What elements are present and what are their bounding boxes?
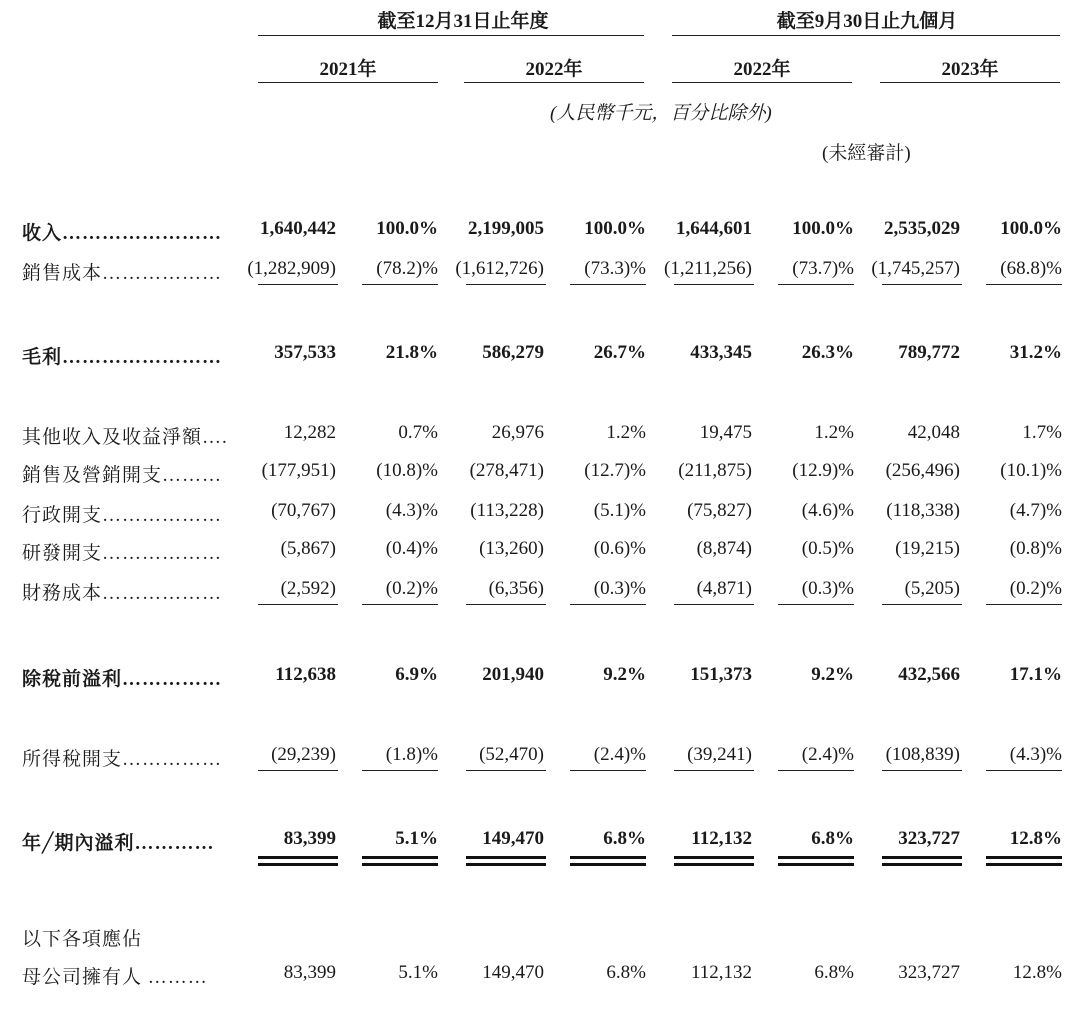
unaudited-note: (未經審計) [822,143,911,164]
cell-2023-9m-pct: (0.2)% [1009,578,1062,599]
cell-2023-9m-pct: (4.3)% [1009,744,1062,765]
cell-2022-9m-amount: (39,241) [687,744,752,765]
cell-2022-9m-pct: (4.6)% [801,500,854,521]
total-double-rule [258,856,338,859]
row-label-rd-expenses: 研發開支……………… [22,543,223,564]
subtotal-rule [362,604,438,605]
cell-2023-9m-pct: (68.8)% [1000,258,1062,279]
cell-2022-9m-amount: 151,373 [690,664,752,685]
cell-2023-9m-amount: (19,215) [895,538,960,559]
cell-2021-pct: (1.8)% [385,744,438,765]
subtotal-rule [570,604,646,605]
total-double-rule [882,863,962,866]
cell-2021-amount: (177,951) [261,460,336,481]
cell-2022-9m-pct: (73.7)% [792,258,854,279]
cell-2021-amount: (29,239) [271,744,336,765]
subtotal-rule [362,770,438,771]
cell-2022-fy-pct: (0.3)% [593,578,646,599]
total-double-rule [778,856,854,859]
cell-2021-pct: (78.2)% [376,258,438,279]
cell-2022-9m-pct: (0.3)% [801,578,854,599]
cell-2022-fy-pct: 6.8% [606,962,646,983]
cell-2023-9m-amount: 323,727 [898,828,960,849]
cell-2023-9m-pct: 12.8% [1012,962,1062,983]
row-label-profit-for-period: 年╱期內溢利………… [22,833,215,854]
cell-2022-9m-pct: (2.4)% [801,744,854,765]
total-double-rule [362,863,438,866]
cell-2023-9m-amount: 432,566 [898,664,960,685]
cell-2023-9m-pct: (4.7)% [1009,500,1062,521]
row-label-other-income: 其他收入及收益淨額…. [22,427,228,448]
subtotal-rule [674,770,754,771]
cell-2021-pct: 5.1% [395,828,438,849]
cell-2022-9m-pct: 9.2% [811,664,854,685]
cell-2021-amount: 1,640,442 [260,218,336,239]
cell-2022-fy-pct: 6.8% [603,828,646,849]
row-label-revenue: 收入…………………… [22,223,223,244]
cell-2021-amount: 12,282 [283,422,336,443]
cell-2021-pct: (10.8)% [376,460,438,481]
subtotal-rule [882,284,962,285]
cell-2022-9m-pct: 6.8% [814,962,854,983]
row-label-finance-costs: 財務成本……………… [22,583,223,604]
header-rule-full-year [258,35,644,36]
cell-2022-fy-pct: (5.1)% [593,500,646,521]
subtotal-rule [466,770,546,771]
cell-2023-9m-amount: (1,745,257) [871,258,960,279]
cell-2022-fy-amount: (6,356) [488,578,544,599]
header-nine-months: 截至9月30日止九個月 [776,11,958,32]
subtotal-rule [986,284,1062,285]
cell-2022-9m-amount: 112,132 [691,828,752,849]
cell-2022-fy-pct: 100.0% [584,218,646,239]
cell-2023-9m-pct: 31.2% [1009,342,1062,363]
subtotal-rule [570,770,646,771]
cell-2023-9m-pct: 17.1% [1009,664,1062,685]
subtotal-rule [674,604,754,605]
cell-2022-fy-amount: (278,471) [469,460,544,481]
year-header-2022-fy: 2022年 [525,59,583,80]
cell-2022-9m-amount: 1,644,601 [676,218,752,239]
cell-2022-9m-pct: (12.9)% [792,460,854,481]
cell-2021-pct: 21.8% [385,342,438,363]
cell-2022-9m-amount: (8,874) [696,538,752,559]
cell-2022-9m-pct: 100.0% [792,218,854,239]
cell-2023-9m-pct: 100.0% [1000,218,1062,239]
row-label-profit-before-tax: 除稅前溢利…………… [22,669,223,690]
cell-2023-9m-pct: 1.7% [1022,422,1062,443]
subtotal-rule [778,770,854,771]
total-double-rule [778,863,854,866]
cell-2022-9m-amount: (4,871) [696,578,752,599]
total-double-rule [466,863,546,866]
total-double-rule [882,856,962,859]
cell-2022-fy-amount: (1,612,726) [455,258,544,279]
cell-2022-fy-pct: 1.2% [606,422,646,443]
cell-2023-9m-amount: 323,727 [898,962,960,983]
cell-2022-fy-amount: (113,228) [470,500,544,521]
total-double-rule [570,856,646,859]
year-rule [880,82,1060,83]
cell-2023-9m-amount: 2,535,029 [884,218,960,239]
row-label-selling-expenses: 銷售及營銷開支……… [22,465,223,486]
year-header-2021: 2021年 [319,59,377,80]
cell-2022-9m-amount: (75,827) [687,500,752,521]
cell-2022-fy-amount: 586,279 [482,342,544,363]
cell-2022-fy-amount: (13,260) [479,538,544,559]
cell-2023-9m-pct: (10.1)% [1000,460,1062,481]
cell-2022-9m-amount: 112,132 [690,962,752,983]
cell-2021-amount: (2,592) [280,578,336,599]
cell-2022-fy-amount: 149,470 [482,962,544,983]
subtotal-rule [778,604,854,605]
row-label-admin-expenses: 行政開支……………… [22,505,223,526]
cell-2023-9m-amount: (5,205) [904,578,960,599]
subtotal-rule [882,604,962,605]
subtotal-rule [258,284,338,285]
row-label-income-tax: 所得稅開支…………… [22,749,223,770]
row-label-owners-of-parent: 母公司擁有人 ……… [22,967,208,988]
cell-2021-pct: 0.7% [398,422,438,443]
subtotal-rule [466,284,546,285]
subtotal-rule [258,604,338,605]
cell-2021-pct: 5.1% [398,962,438,983]
year-rule [258,82,438,83]
total-double-rule [986,856,1062,859]
total-double-rule [986,863,1062,866]
cell-2022-fy-pct: (73.3)% [584,258,646,279]
cell-2023-9m-amount: (108,839) [885,744,960,765]
cell-2022-fy-pct: (2.4)% [593,744,646,765]
cell-2023-9m-amount: 789,772 [898,342,960,363]
year-header-2022-9m: 2022年 [733,59,791,80]
cell-2022-9m-pct: 1.2% [814,422,854,443]
cell-2023-9m-amount: (118,338) [886,500,960,521]
cell-2022-fy-amount: 26,976 [491,422,544,443]
cell-2022-9m-pct: 6.8% [811,828,854,849]
cell-2022-9m-amount: 433,345 [690,342,752,363]
cell-2021-pct: (0.4)% [385,538,438,559]
cell-2023-9m-amount: (256,496) [885,460,960,481]
year-rule [672,82,852,83]
subtotal-rule [986,770,1062,771]
row-label-cost-of-sales: 銷售成本……………… [22,263,223,284]
subtotal-rule [674,284,754,285]
cell-2022-fy-pct: (12.7)% [584,460,646,481]
cell-2022-9m-amount: 19,475 [699,422,752,443]
row-label-gross-profit: 毛利…………………… [22,347,223,368]
header-rule-nine-months [672,35,1060,36]
subtotal-rule [570,284,646,285]
cell-2021-amount: 83,399 [283,962,336,983]
total-double-rule [466,856,546,859]
subtotal-rule [778,284,854,285]
total-double-rule [570,863,646,866]
cell-2021-amount: (1,282,909) [247,258,336,279]
subtotal-rule [466,604,546,605]
cell-2021-amount: (5,867) [280,538,336,559]
cell-2022-9m-pct: 26.3% [801,342,854,363]
cell-2021-pct: (0.2)% [385,578,438,599]
cell-2021-amount: 112,638 [275,664,336,685]
subtotal-rule [258,770,338,771]
cell-2021-amount: 83,399 [283,828,336,849]
cell-2021-pct: (4.3)% [385,500,438,521]
subtotal-rule [986,604,1062,605]
cell-2022-9m-amount: (1,211,256) [664,258,752,279]
cell-2021-pct: 6.9% [395,664,438,685]
units-note: (人民幣千元，百分比除外) [550,103,772,124]
total-double-rule [258,863,338,866]
total-double-rule [362,856,438,859]
attributable-heading: 以下各項應佔 [22,929,143,950]
header-full-year: 截至12月31日止年度 [377,11,549,32]
total-double-rule [674,856,754,859]
year-rule [464,82,644,83]
year-header-2023-9m: 2023年 [941,59,999,80]
cell-2022-fy-amount: (52,470) [479,744,544,765]
cell-2022-fy-pct: 9.2% [603,664,646,685]
cell-2022-fy-pct: (0.6)% [593,538,646,559]
subtotal-rule [882,770,962,771]
subtotal-rule [362,284,438,285]
cell-2022-9m-pct: (0.5)% [801,538,854,559]
total-double-rule [674,863,754,866]
cell-2022-fy-amount: 201,940 [482,664,544,685]
cell-2022-fy-amount: 2,199,005 [468,218,544,239]
cell-2023-9m-amount: 42,048 [907,422,960,443]
cell-2022-fy-amount: 149,470 [482,828,544,849]
cell-2021-pct: 100.0% [376,218,438,239]
cell-2022-9m-amount: (211,875) [678,460,752,481]
cell-2023-9m-pct: 12.8% [1009,828,1062,849]
cell-2023-9m-pct: (0.8)% [1009,538,1062,559]
cell-2021-amount: (70,767) [271,500,336,521]
cell-2021-amount: 357,533 [274,342,336,363]
cell-2022-fy-pct: 26.7% [593,342,646,363]
